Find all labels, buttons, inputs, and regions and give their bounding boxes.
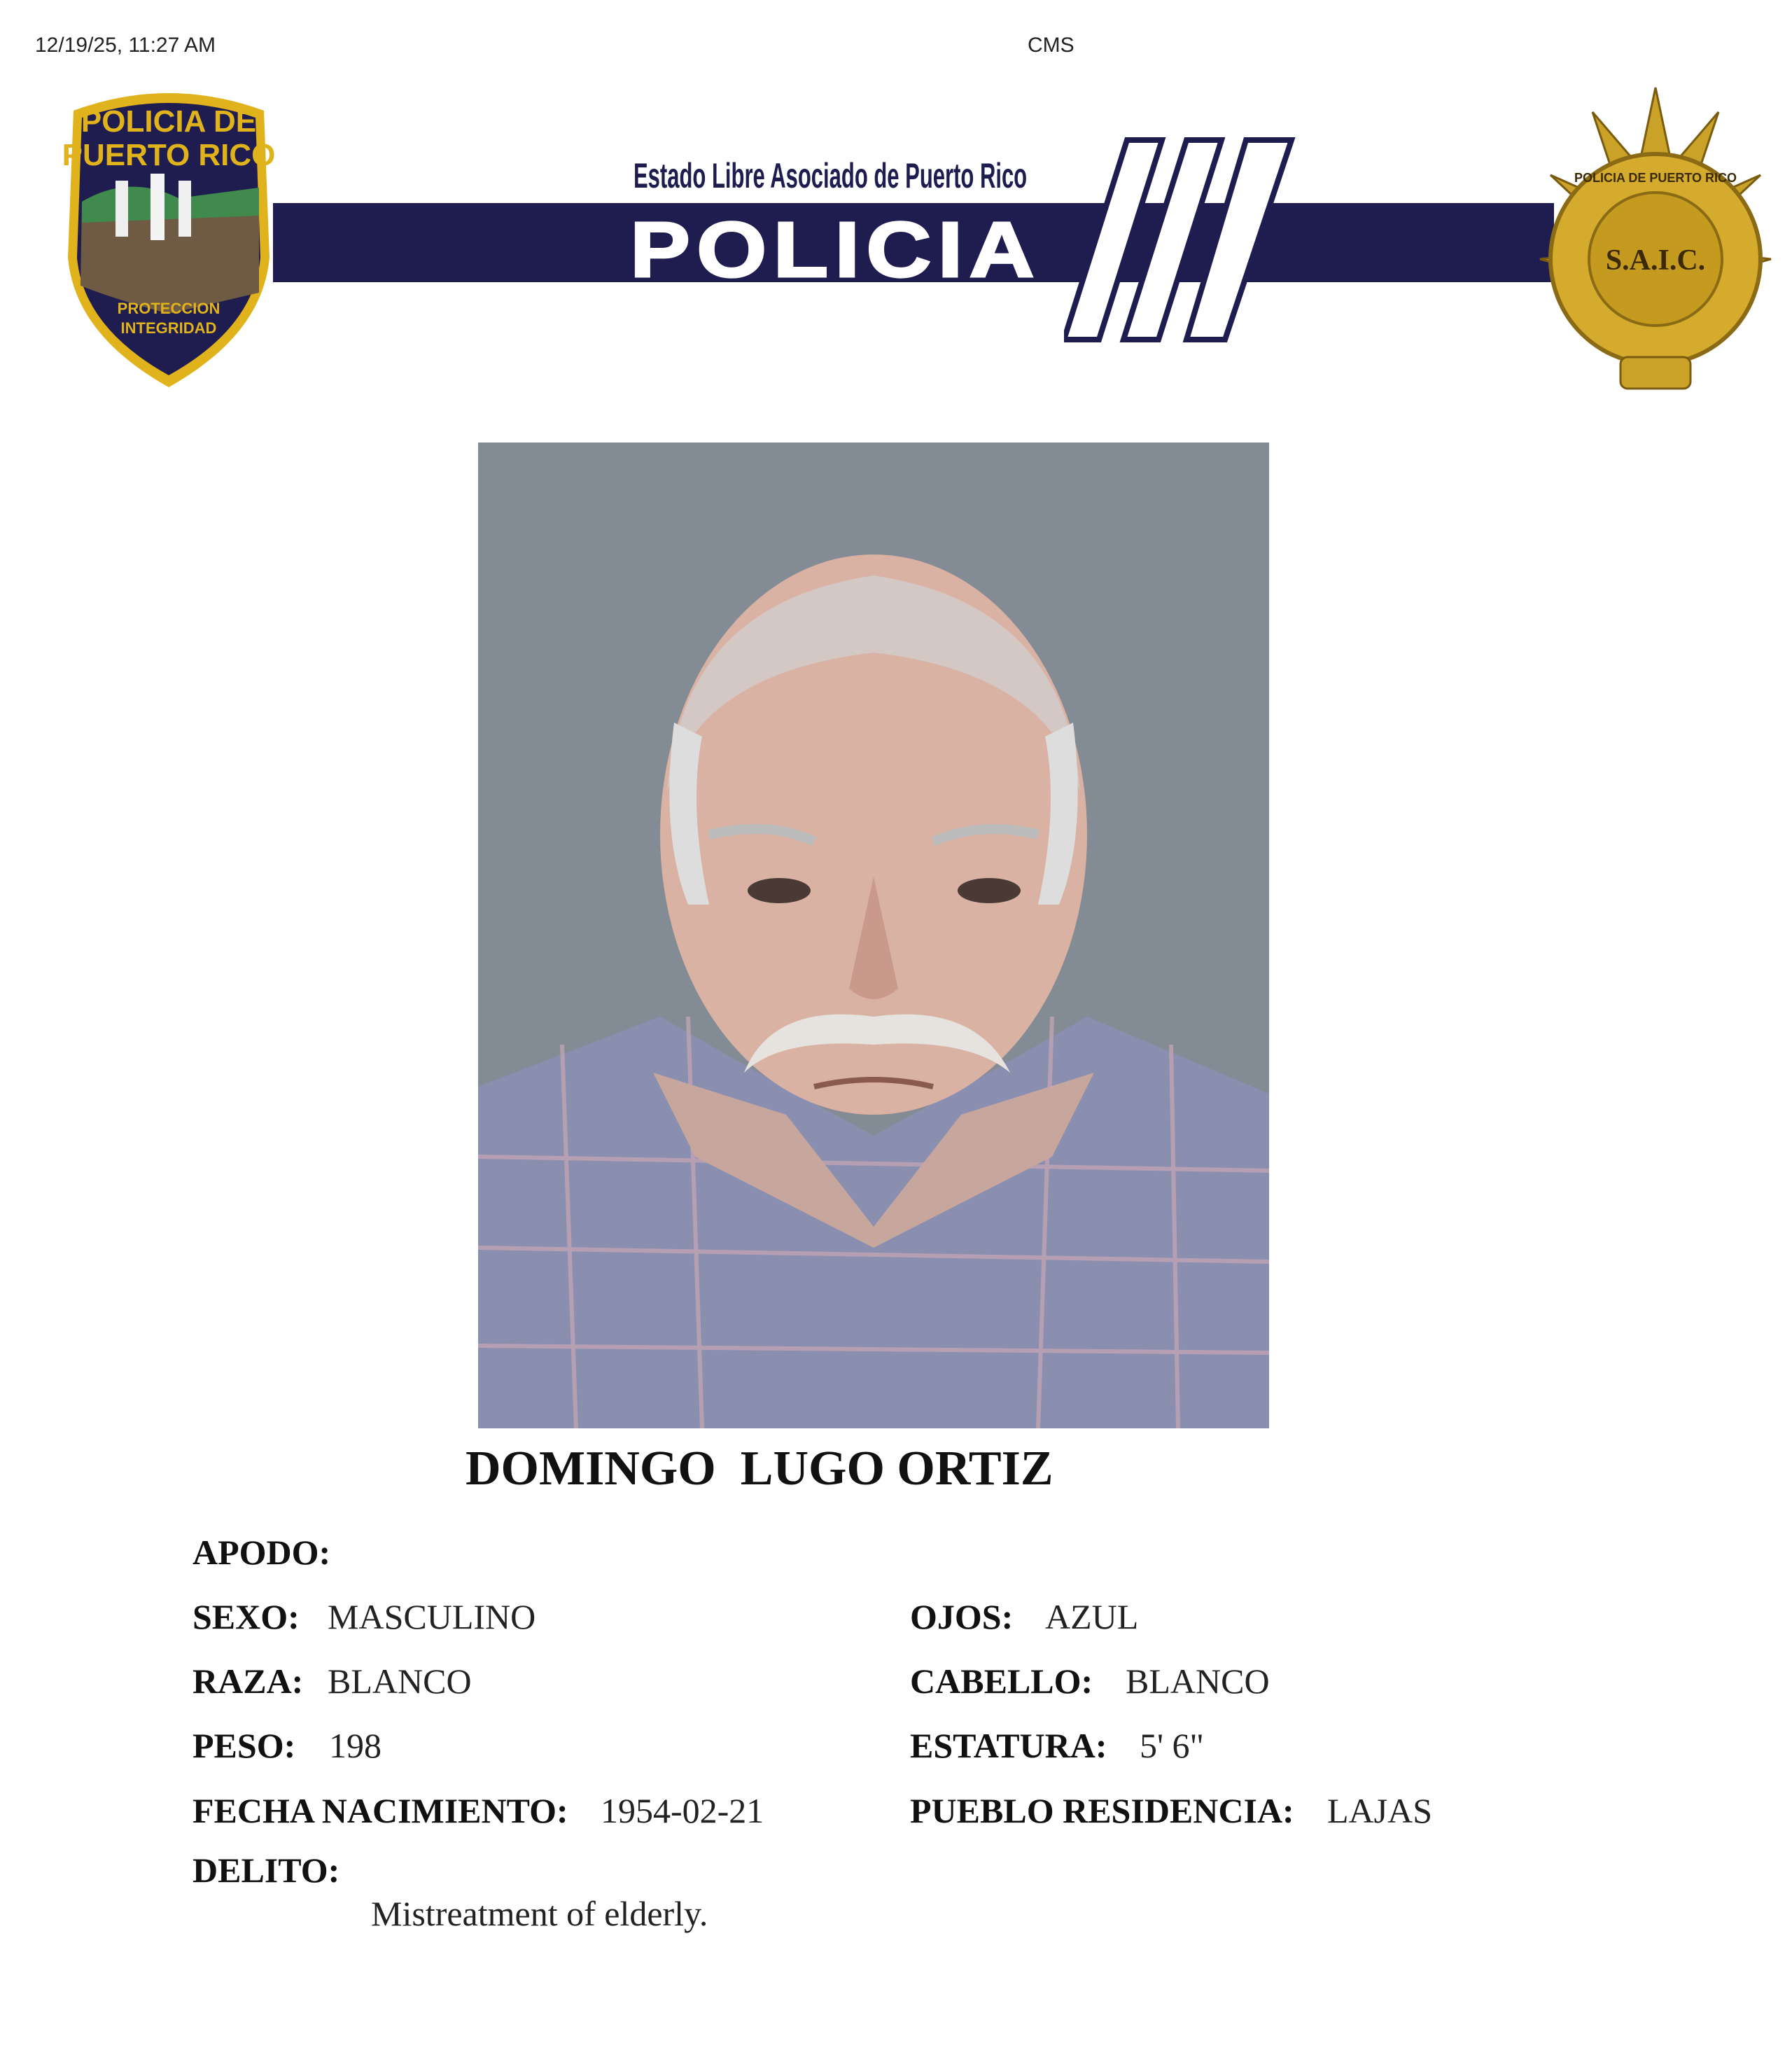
cabello-value: BLANCO: [1126, 1662, 1270, 1701]
sexo-value: MASCULINO: [328, 1597, 536, 1636]
apodo-label: APODO:: [192, 1533, 331, 1572]
peso-label: PESO:: [192, 1726, 296, 1765]
peso-value: 198: [329, 1726, 382, 1765]
banner-slashes-logo: [1064, 137, 1302, 343]
raza-label: RAZA:: [192, 1662, 304, 1701]
cabello-label: CABELLO:: [910, 1662, 1093, 1701]
banner-subtitle: Estado Libre Asociado de Puerto Rico: [634, 156, 1028, 195]
banner-title: POLICIA: [630, 206, 1041, 293]
estatura-label: ESTATURA:: [910, 1726, 1107, 1765]
print-timestamp: 12/19/25, 11:27 AM: [35, 34, 216, 57]
delito-value: Mistreatment of elderly.: [371, 1894, 708, 1933]
pueblo-residencia-label: PUEBLO RESIDENCIA:: [910, 1791, 1294, 1830]
ojos-label: OJOS:: [910, 1597, 1014, 1636]
svg-text:PROTECCION: PROTECCION: [117, 300, 220, 317]
svg-text:INTEGRIDAD: INTEGRIDAD: [120, 319, 217, 337]
suspect-photo: [478, 443, 1269, 1428]
svg-text:POLICIA DE: POLICIA DE: [80, 104, 257, 139]
fecha-nacimiento-value: 1954-02-21: [601, 1791, 764, 1830]
police-patch-logo: [59, 83, 278, 391]
print-source: CMS: [1028, 34, 1074, 57]
fecha-nacimiento-label: FECHA NACIMIENTO:: [192, 1791, 568, 1830]
svg-text:POLICIA DE PUERTO RICO: POLICIA DE PUERTO RICO: [1574, 171, 1737, 185]
ojos-value: AZUL: [1045, 1597, 1139, 1636]
svg-text:S.A.I.C.: S.A.I.C.: [1605, 244, 1706, 277]
pueblo-residencia-value: LAJAS: [1327, 1791, 1433, 1830]
svg-text:PUERTO RICO: PUERTO RICO: [62, 138, 276, 172]
saic-badge-logo: [1536, 84, 1774, 396]
estatura-value: 5' 6": [1140, 1726, 1204, 1765]
delito-label: DELITO:: [192, 1851, 340, 1890]
raza-value: BLANCO: [328, 1662, 472, 1701]
sexo-label: SEXO:: [192, 1597, 300, 1636]
suspect-name: DOMINGO LUGO ORTIZ: [465, 1442, 1054, 1496]
